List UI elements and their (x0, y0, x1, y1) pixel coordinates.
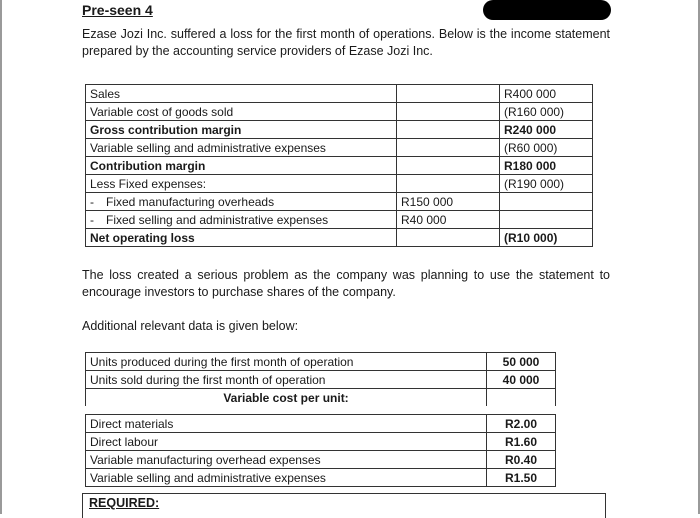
income-row-subtotal (397, 229, 500, 247)
variable-cost-label: Direct materials (86, 415, 487, 433)
loss-paragraph: The loss created a serious problem as the company was planning to use the statement to encourage investors to purchase shares of the company. (82, 268, 610, 299)
redaction-mark (483, 0, 611, 20)
income-row-label: Sales (86, 85, 397, 103)
variable-cost-value: R2.00 (487, 415, 556, 433)
income-row-amount: (R190 000) (500, 175, 593, 193)
income-row-subtotal (397, 175, 500, 193)
income-row-label: Net operating loss (86, 229, 397, 247)
income-row-amount: (R60 000) (500, 139, 593, 157)
income-row (86, 139, 593, 157)
additional-data-table (85, 352, 556, 487)
required-box (82, 493, 606, 518)
income-row-amount (500, 193, 593, 211)
variable-cost-label: Direct labour (86, 433, 487, 451)
data-row (86, 469, 556, 487)
variable-cost-heading-row (86, 389, 556, 407)
income-row (86, 229, 593, 247)
income-row (86, 121, 593, 139)
variable-cost-label: Variable selling and administrative expenses (86, 469, 487, 487)
income-statement-table (85, 84, 593, 247)
income-row-amount: R400 000 (500, 85, 593, 103)
income-row-label: - Fixed manufacturing overheads (86, 193, 397, 211)
required-label: REQUIRED: (89, 496, 160, 510)
data-row (86, 433, 556, 451)
data-row (86, 451, 556, 469)
income-row-amount: R240 000 (500, 121, 593, 139)
income-row-subtotal (397, 103, 500, 121)
income-row-subtotal (397, 121, 500, 139)
units-value: 50 000 (487, 353, 556, 371)
variable-cost-value: R1.60 (487, 433, 556, 451)
income-row-amount: R180 000 (500, 157, 593, 175)
data-row (86, 415, 556, 433)
intro-paragraph: Ezase Jozi Inc. suffered a loss for the first month of operations. Below is the income statement prepared by the accounting service providers of Ezase Jozi Inc. (82, 27, 610, 58)
income-row (86, 103, 593, 121)
income-row-subtotal: R40 000 (397, 211, 500, 229)
additional-data-intro: Additional relevant data is given below: (82, 319, 299, 333)
income-row-label: Less Fixed expenses: (86, 175, 397, 193)
income-row-label: Variable cost of goods sold (86, 103, 397, 121)
income-row-subtotal: R150 000 (397, 193, 500, 211)
income-row-subtotal (397, 85, 500, 103)
income-row-amount: (R160 000) (500, 103, 593, 121)
income-row-subtotal (397, 139, 500, 157)
income-row (86, 193, 593, 211)
income-row-label: Contribution margin (86, 157, 397, 175)
units-value: 40 000 (487, 371, 556, 389)
income-row (86, 85, 593, 103)
page-edge-left (0, 0, 2, 514)
income-row (86, 175, 593, 193)
variable-cost-value: R1.50 (487, 469, 556, 487)
income-row-amount: (R10 000) (500, 229, 593, 247)
income-row (86, 157, 593, 175)
data-row (86, 371, 556, 389)
variable-cost-heading: Variable cost per unit: (86, 389, 487, 407)
income-row-label: Variable selling and administrative expenses (86, 139, 397, 157)
units-label: Units produced during the first month of operation (86, 353, 487, 371)
units-label: Units sold during the first month of operation (86, 371, 487, 389)
variable-cost-label: Variable manufacturing overhead expenses (86, 451, 487, 469)
page-title: Pre-seen 4 (82, 2, 153, 18)
income-row (86, 211, 593, 229)
variable-cost-value: R0.40 (487, 451, 556, 469)
income-row-subtotal (397, 157, 500, 175)
data-row (86, 353, 556, 371)
income-row-label: Gross contribution margin (86, 121, 397, 139)
income-row-amount (500, 211, 593, 229)
income-row-label: - Fixed selling and administrative expenses (86, 211, 397, 229)
